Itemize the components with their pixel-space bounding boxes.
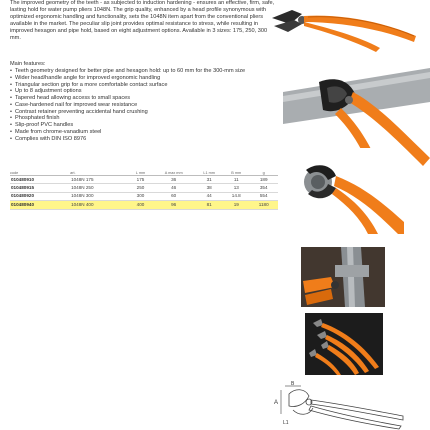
feature-item: • Triangular section grip for a more comfortable contact surface [10, 81, 168, 88]
table-row [10, 184, 278, 192]
cell-art: 1048N 250 [70, 184, 129, 192]
features-title: Main features: [10, 61, 46, 67]
diagram-label-a: A [274, 400, 279, 406]
cell-g: 189 [249, 176, 278, 184]
cell-l1: 81 [195, 201, 223, 209]
table-row-highlighted [10, 201, 278, 209]
cell-b: 19 [223, 201, 249, 209]
cell-b: 13 [223, 184, 249, 192]
cell-a: 60 [152, 192, 195, 200]
cell-g: 1180 [249, 201, 278, 209]
cell-l: 175 [129, 176, 152, 184]
table-row [10, 176, 278, 184]
feature-item: • Made from chrome-vanadium steel [10, 128, 102, 135]
col-l: L mm [129, 163, 152, 176]
intro-paragraph: The improved geometry of the teeth - as subjected to induction hardening - ensures an effective, firm, safe, lasting hold for water pump pliers 1048N. The grip quality, enhanced by a head profile synonymous with optimized ergonomic handling and functionality, sets the 1048N item apart from the conventional pliers available in the market. The peculiar slip joint provides optimal resistance to stress, while resulting in improved hexagon and pipe hold, based on eight adjustment options. Available in 3 sizes: 175, 250, 300 mm. [10, 0, 275, 41]
cell-art: 1048N 175 [70, 176, 129, 184]
cell-a: 96 [152, 201, 195, 209]
cell-l: 400 [129, 201, 152, 209]
cell-code: 010480940 [10, 201, 70, 209]
plier-range-photo [305, 313, 383, 375]
feature-item: • Phosphated finish [10, 115, 60, 122]
plier-workshop-photo [301, 247, 385, 307]
cell-l1: 38 [195, 184, 223, 192]
cell-b: 14.8 [223, 192, 249, 200]
plier-dimension-diagram [271, 380, 406, 430]
feature-item: • Case-hardened nail for improved wear resistance [10, 101, 138, 108]
cell-g: 354 [249, 184, 278, 192]
feature-item: • Tapered head allowing access to small spaces [10, 95, 131, 101]
spec-table [10, 163, 278, 210]
plier-product-photo [268, 0, 420, 52]
diagram-label-b: B [291, 381, 295, 387]
feature-item: • Up to 8 adjustment options [10, 88, 82, 95]
cell-b: 11 [223, 176, 249, 184]
cell-l1: 31 [195, 176, 223, 184]
table-row [10, 192, 278, 200]
spec-table-header [10, 163, 278, 176]
cell-l: 250 [129, 184, 152, 192]
cell-a: 36 [152, 176, 195, 184]
col-b: B mm [223, 163, 249, 176]
cell-art: 1048N 300 [70, 192, 129, 200]
cell-code: 010480915 [10, 184, 70, 192]
col-art: art. [70, 163, 129, 176]
features-list [10, 68, 280, 142]
col-l1: L1 mm [195, 163, 223, 176]
cell-l: 300 [129, 192, 152, 200]
feature-item: • Wider head/handle angle for improved ergonomic handling [10, 74, 161, 81]
cell-code: 010480910 [10, 176, 70, 184]
col-a: A max mm [152, 163, 195, 176]
plier-nut-photo [292, 148, 404, 234]
feature-item: • Contrast retainer preventing accidental hand crushing [10, 108, 148, 115]
cell-g: 554 [249, 192, 278, 200]
cell-art: 1048N 400 [70, 201, 129, 209]
feature-item: • Teeth geometry designed for better pipe and hexagon hold: up to 60 mm for the 300-mm size [10, 68, 246, 74]
cell-a: 46 [152, 184, 195, 192]
feature-item: • Slip-proof PVC handles [10, 122, 74, 128]
col-code: code [10, 163, 70, 176]
cell-l1: 44 [195, 192, 223, 200]
col-g: g [249, 163, 278, 176]
feature-item: • Complies with DIN ISO 8976 [10, 135, 87, 142]
cell-code: 010480920 [10, 192, 70, 200]
diagram-label-l1: L1 [283, 420, 289, 426]
